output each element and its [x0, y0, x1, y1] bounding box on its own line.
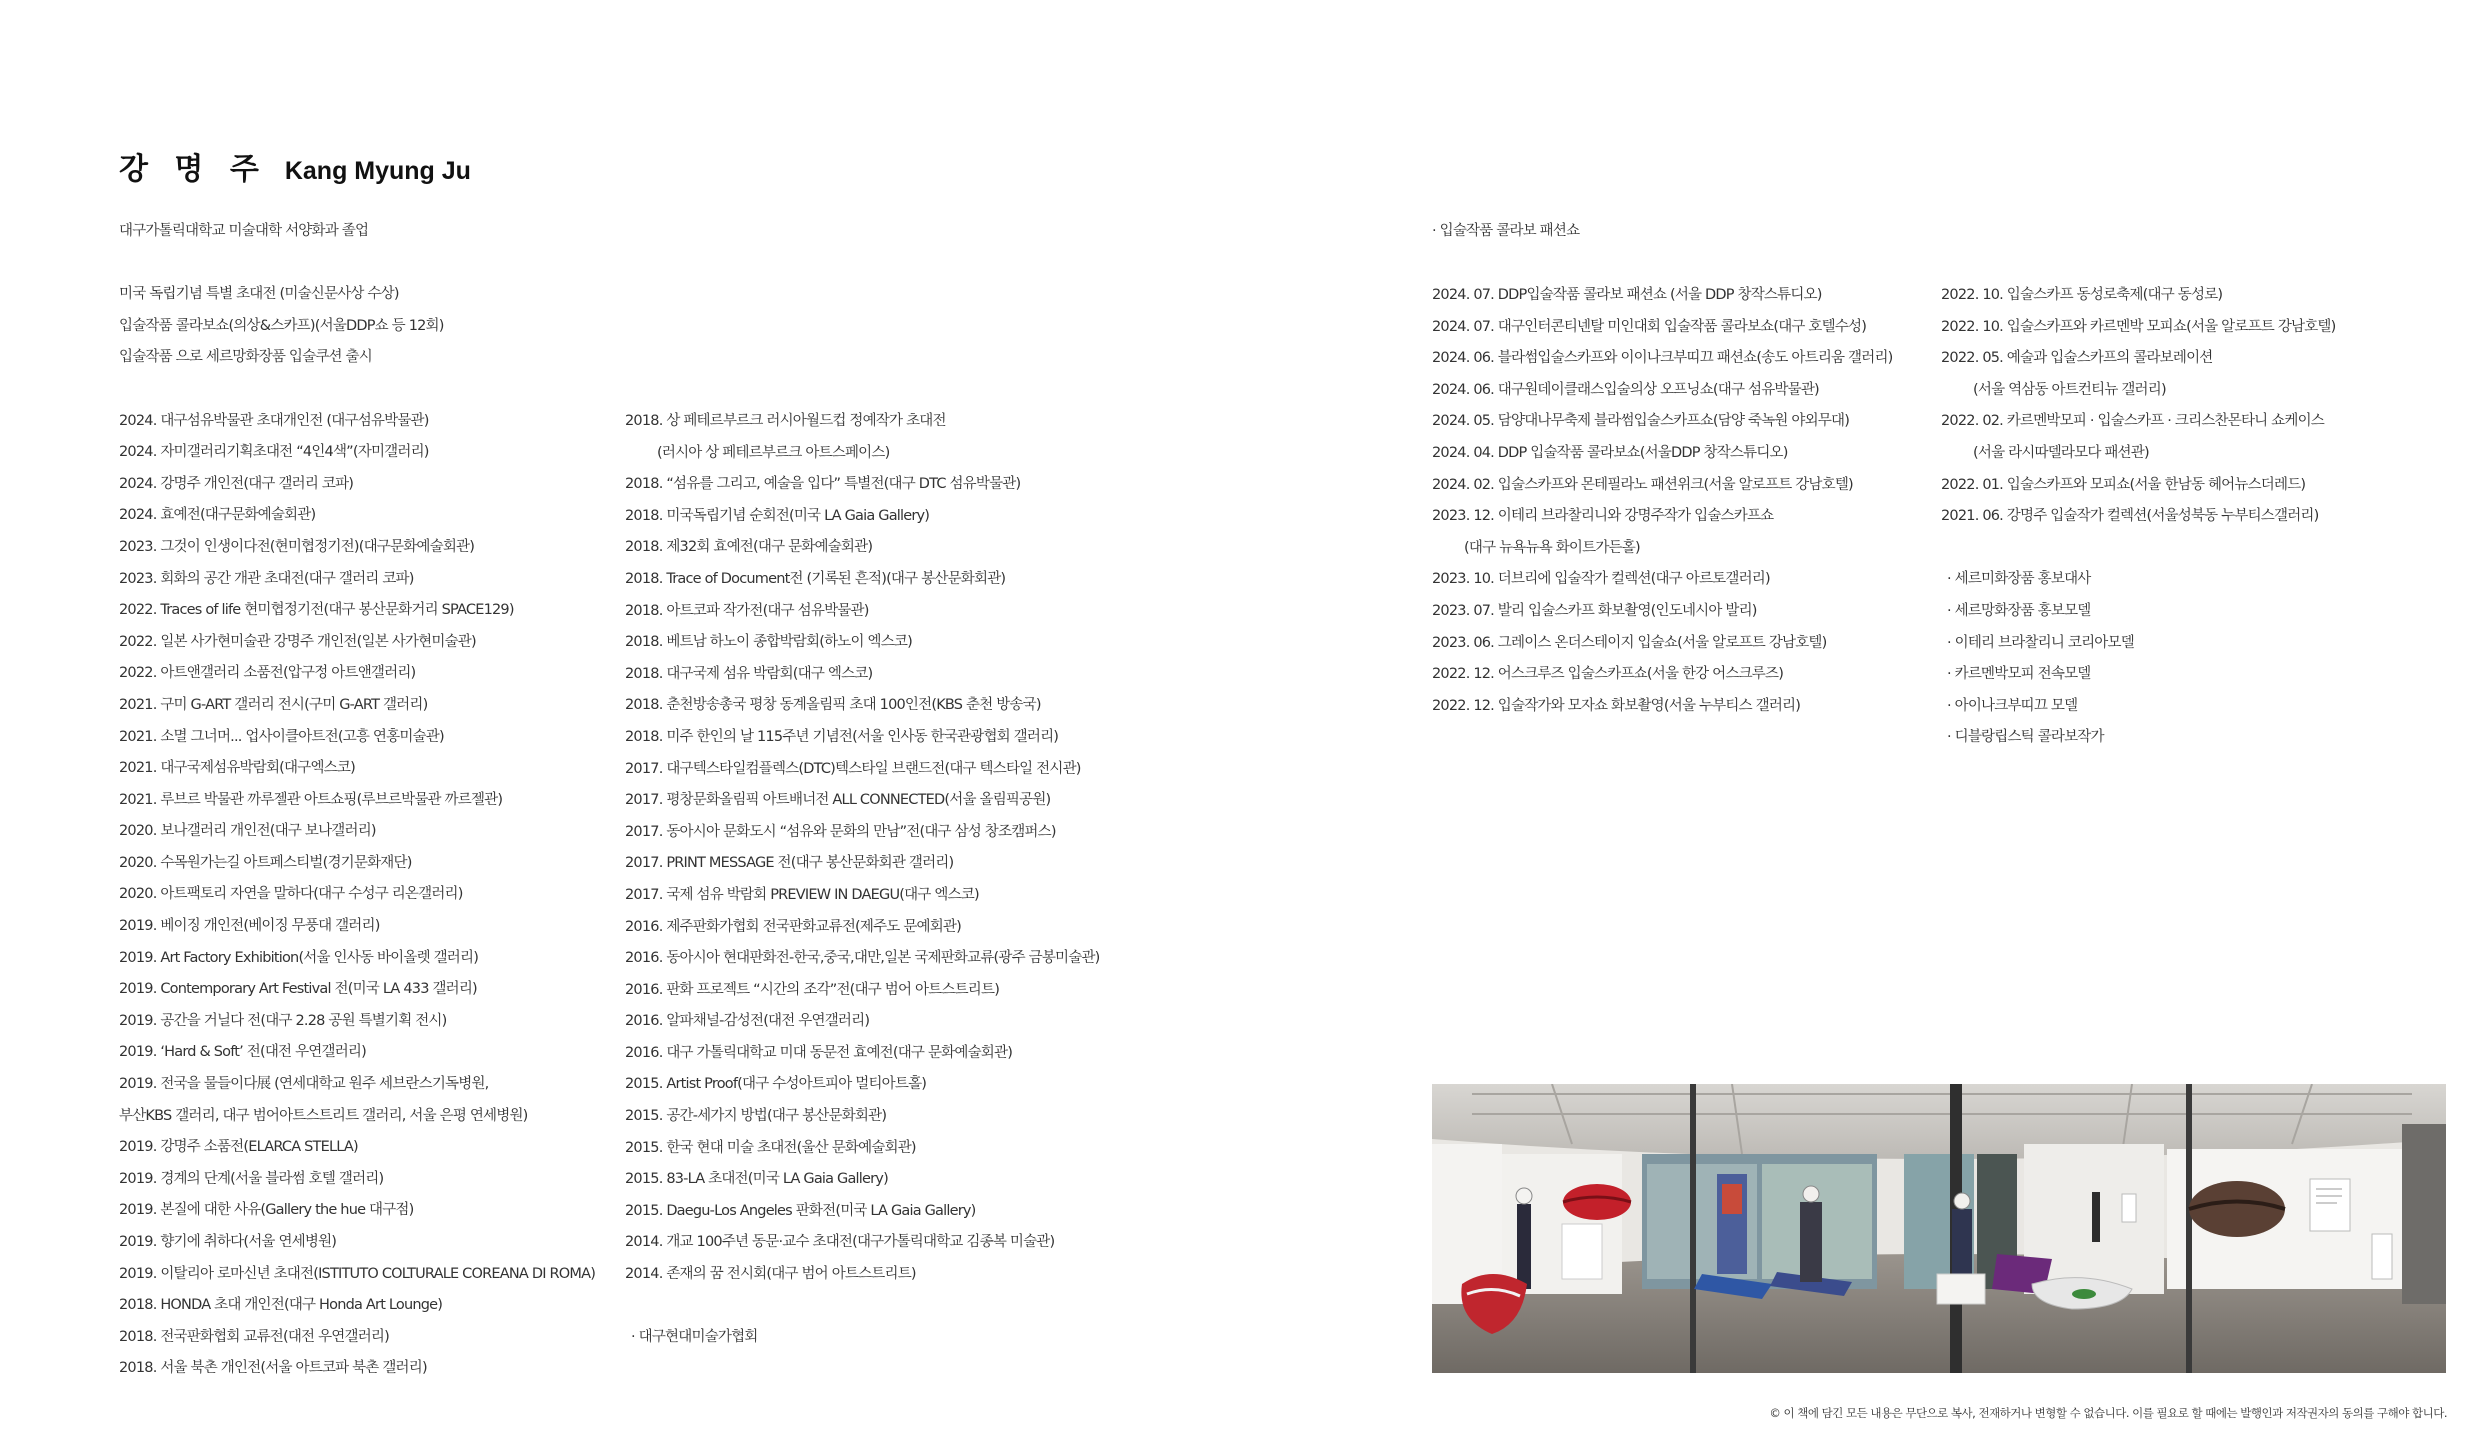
career-item: 2018. 미국독립기념 순회전(미국 LA Gaia Gallery) — [625, 507, 930, 524]
career-item: 2020. 보나갤러리 개인전(대구 보나갤러리) — [119, 823, 376, 840]
career-column-2 — [625, 406, 1100, 1354]
career-item: 2024. 07. DDP입술작품 콜라보 패션쇼 (서울 DDP 창작스튜디오) — [1432, 287, 1822, 303]
career-item: 2015. 공간-세가지 방법(대구 봉산문화회관) — [625, 1108, 887, 1125]
career-item: 2022. 02. 카르멘박모피 · 입술스카프 · 크리스찬몬타니 쇼케이스 — [1941, 413, 2325, 430]
career-column-4 — [1941, 280, 2336, 754]
career-item: 2023. 07. 발리 입술스카프 화보촬영(인도네시아 발리) — [1432, 602, 1757, 619]
artist-name-korean: 강 명 주 — [119, 152, 267, 187]
career-item: 2018. 베트남 하노이 종합박람회(하노이 엑스코) — [625, 634, 912, 651]
career-item: 2022. 아트앤갤러리 소품전(압구정 아트앤갤러리) — [119, 665, 416, 682]
career-item: 2015. Artist Proof(대구 수성아트피아 멀티아트홀) — [625, 1076, 927, 1093]
career-item: 2019. Contemporary Art Festival 전(미국 LA 433 갤러리) — [119, 981, 477, 998]
career-item: 2024. 07. 대구인터콘티넨탈 미인대회 입술작품 콜라보쇼(대구 호텔수성) — [1432, 318, 1867, 335]
career-item: 2018. Trace of Document전 (기록된 흔적)(대구 봉산문화회관) — [625, 570, 1006, 587]
career-item: 2021. 루브르 박물관 까루젤관 아트쇼핑(루브르박물관 까르젤관) — [119, 791, 503, 808]
career-item: 대구가톨릭대학교 미술대학 서양화과 졸업 — [119, 223, 369, 239]
career-column-1 — [119, 216, 595, 1385]
career-item: 2022. Traces of life 현미협정기전(대구 봉산문화거리 SPACE129) — [119, 602, 514, 619]
career-item: 2021. 대구국제섬유박람회(대구엑스코) — [119, 760, 355, 777]
career-item: (서울 라시따델라모다 패션관) — [1973, 444, 2149, 461]
career-item: (대구 뉴욕뉴욕 화이트가든홀) — [1464, 539, 1640, 556]
career-item: 2018. “섬유를 그리고, 예술을 입다” 특별전(대구 DTC 섬유박물관) — [625, 476, 1021, 493]
career-item: 2018. 전국판화협회 교류전(대전 우연갤러리) — [119, 1328, 389, 1345]
membership-item: · 세르망화장품 홍보모델 — [1947, 602, 2091, 619]
copyright-notice: © 이 책에 담긴 모든 내용은 무단으로 복사, 전재하거나 변형할 수 없습니다. 이를 필요로 할 때에는 발행인과 저작권자의 동의를 구해야 합니다. — [1769, 1406, 2447, 1420]
career-column-3 — [1432, 280, 1893, 722]
career-item: 2024. 대구섬유박물관 초대개인전 (대구섬유박물관) — [119, 412, 429, 429]
career-item: 2018. 아트코파 작가전(대구 섬유박물관) — [625, 602, 869, 619]
career-item: 2023. 12. 이테리 브라찰리니와 강명주작가 입술스카프쇼 — [1432, 508, 1774, 525]
career-item: 2022. 일본 사가현미술관 강명주 개인전(일본 사가현미술관) — [119, 633, 476, 650]
career-item: 2023. 회화의 공간 개관 초대전(대구 갤러리 코파) — [119, 570, 414, 587]
career-item: 2019. 향기에 취하다(서울 연세병원) — [119, 1234, 337, 1250]
career-item: 2019. 베이징 개인전(베이징 무풍대 갤러리) — [119, 918, 380, 935]
career-item: 2022. 10. 입술스카프 동성로축제(대구 동성로) — [1941, 287, 2223, 303]
membership-item: · 대구현대미술가협회 — [631, 1329, 758, 1346]
section-heading-lip-collab: · 입술작품 콜라보 패션쇼 — [1432, 223, 1580, 239]
page-title — [119, 144, 471, 188]
career-item: 2018. 서울 북촌 개인전(서울 아트코파 북촌 갤러리) — [119, 1360, 427, 1377]
career-item: 2024. 02. 입술스카프와 몬테필라노 패션위크(서울 알로프트 강남호텔) — [1432, 476, 1853, 493]
career-item: 2017. 국제 섬유 박람회 PREVIEW IN DAEGU(대구 엑스코) — [625, 886, 979, 903]
spacer — [119, 248, 595, 280]
career-item: 2019. ‘Hard & Soft’ 전(대전 우연갤러리) — [119, 1044, 366, 1061]
career-item: 2024. 자미갤러리기획초대전 “4인4색”(자미갤러리) — [119, 444, 429, 461]
career-item: 2018. 미주 한인의 날 115주년 기념전(서울 인사동 한국관광협회 갤러리) — [625, 728, 1059, 745]
career-item: 미국 독립기념 특별 초대전 (미술신문사상 수상) — [119, 286, 399, 303]
career-item: 2018. 제32회 효예전(대구 문화예술회관) — [625, 539, 873, 556]
career-item: 2016. 제주판화가협회 전국판화교류전(제주도 문예회관) — [625, 918, 961, 935]
artist-name-english: Kang Myung Ju — [284, 157, 471, 185]
career-item: 2017. 대구텍스타일컴플렉스(DTC)텍스타일 브랜드전(대구 텍스타일 전시관) — [625, 760, 1081, 777]
spacer — [119, 374, 595, 406]
career-item: 2021. 구미 G-ART 갤러리 전시(구미 G-ART 갤러리) — [119, 696, 428, 713]
career-item: 2019. 경계의 단계(서울 블라썸 호텔 갤러리) — [119, 1170, 384, 1187]
gallery-photo-illustration — [1432, 1084, 2446, 1373]
career-item: 2016. 알파채널-감성전(대전 우연갤러리) — [625, 1013, 870, 1030]
membership-item: · 이테리 브라찰리니 코리아모델 — [1947, 634, 2134, 651]
career-item: 2024. 강명주 개인전(대구 갤러리 코파) — [119, 475, 354, 492]
membership-item: · 세르미화장품 홍보대사 — [1947, 571, 2091, 588]
career-item: 2022. 12. 입술작가와 모자쇼 화보촬영(서울 누부티스 갤러리) — [1432, 697, 1801, 714]
career-item: 2015. 한국 현대 미술 초대전(울산 문화예술회관) — [625, 1139, 916, 1156]
exhibition-panorama-photo — [1432, 1084, 2446, 1373]
career-item: 2022. 05. 예술과 입술스카프의 콜라보레이션 — [1941, 350, 2213, 367]
career-item: 2017. 평창문화올림픽 아트배너전 ALL CONNECTED(서울 올림픽공원) — [625, 792, 1051, 809]
career-item: 2024. 06. 블라썸입술스카프와 이이나크부띠끄 패션쇼(송도 아트리움 갤러리) — [1432, 350, 1893, 367]
membership-item: · 카르멘박모피 전속모델 — [1947, 666, 2091, 683]
career-item: 부산KBS 갤러리, 대구 범어아트스트리트 갤러리, 서울 은평 연세병원) — [119, 1107, 528, 1124]
career-item: 2014. 개교 100주년 동문·교수 초대전(대구가톨릭대학교 김종복 미술관) — [625, 1234, 1055, 1251]
career-item: 2020. 아트팩토리 자연을 말하다(대구 수성구 리온갤러리) — [119, 886, 463, 903]
career-item: 2018. 춘천방송총국 평창 동계올림픽 초대 100인전(KBS 춘천 방송국) — [625, 697, 1041, 714]
career-item: 2024. 05. 담양대나무축제 블라썸입술스카프쇼(담양 죽녹원 야외무대) — [1432, 413, 1850, 430]
career-item: 2022. 12. 어스크루즈 입술스카프쇼(서울 한강 어스크루즈) — [1432, 666, 1784, 683]
career-item: 2014. 존재의 꿈 전시회(대구 범어 아트스트리트) — [625, 1266, 916, 1283]
career-item: 2015. Daegu-Los Angeles 판화전(미국 LA Gaia Gallery) — [625, 1202, 976, 1219]
membership-item: · 아이나크부띠끄 모델 — [1947, 697, 2078, 714]
career-item: 2024. 효예전(대구문화예술회관) — [119, 507, 316, 524]
career-item: 2018. HONDA 초대 개인전(대구 Honda Art Lounge) — [119, 1297, 443, 1314]
career-item: 2020. 수목원가는길 아트페스티벌(경기문화재단) — [119, 854, 412, 871]
career-item: 2019. 전국을 물들이다展 (연세대학교 원주 세브란스기독병원, — [119, 1076, 489, 1093]
career-item: 2019. 강명주 소품전(ELARCA STELLA) — [119, 1139, 358, 1156]
career-item: 2023. 그것이 인생이다전(현미협정기전)(대구문화예술회관) — [119, 538, 475, 555]
career-item: 2023. 06. 그레이스 온더스테이지 입술쇼(서울 알로프트 강남호텔) — [1432, 634, 1827, 651]
career-item: 2019. Art Factory Exhibition(서울 인사동 바이올렛 갤러리) — [119, 949, 479, 966]
career-item: (서울 역삼동 아트컨티뉴 갤러리) — [1973, 381, 2166, 398]
career-item: 입술작품 으로 세르망화장품 입술쿠션 출시 — [119, 349, 372, 366]
career-item: 2015. 83-LA 초대전(미국 LA Gaia Gallery) — [625, 1171, 888, 1188]
career-item: 2023. 10. 더브리에 입술작가 컬렉션(대구 아르토갤러리) — [1432, 571, 1770, 588]
membership-item: · 디블랑립스틱 콜라보작가 — [1947, 729, 2104, 746]
collab-section-header — [1432, 216, 1579, 248]
career-item: 2019. 공간을 거닐다 전(대구 2.28 공원 특별기획 전시) — [119, 1012, 447, 1029]
career-item: 2021. 소멸 그너머... 업사이클아트전(고흥 연홍미술관) — [119, 728, 444, 745]
career-item: 2021. 06. 강명주 입술작가 컬렉션(서울성북동 누부티스갤러리) — [1941, 508, 2319, 525]
career-item: 2017. PRINT MESSAGE 전(대구 봉산문화회관 갤러리) — [625, 855, 954, 872]
spacer — [1941, 533, 2336, 565]
career-item: (러시아 상 페테르부르크 아트스페이스) — [657, 444, 890, 461]
career-item: 2018. 대구국제 섬유 박람회(대구 엑스코) — [625, 665, 873, 682]
career-item: 2024. 04. DDP 입술작품 콜라보쇼(서울DDP 창작스튜디오) — [1432, 444, 1788, 461]
career-item: 2016. 판화 프로젝트 “시간의 조각”전(대구 범어 아트스트리트) — [625, 981, 1000, 998]
career-item: 2016. 대구 가톨릭대학교 미대 동문전 효예전(대구 문화예술회관) — [625, 1044, 1013, 1061]
career-item: 2019. 본질에 대한 사유(Gallery the hue 대구점) — [119, 1202, 414, 1219]
spacer — [625, 1291, 1100, 1323]
career-item: 2018. 상 페테르부르크 러시아월드컵 정예작가 초대전 — [625, 413, 946, 429]
career-item: 2024. 06. 대구원데이클래스입술의상 오프닝쇼(대구 섬유박물관) — [1432, 381, 1819, 398]
career-item: 2019. 이탈리아 로마신년 초대전(ISTITUTO COLTURALE COREANA DI ROMA) — [119, 1265, 596, 1282]
career-item: 입술작품 콜라보쇼(의상&스카프)(서울DDP쇼 등 12회) — [119, 317, 444, 334]
career-item: 2017. 동아시아 문화도시 “섬유와 문화의 만남”전(대구 삼성 창조캠퍼스) — [625, 823, 1056, 840]
career-item: 2022. 10. 입술스카프와 카르멘박 모피쇼(서울 알로프트 강남호텔) — [1941, 318, 2336, 335]
career-item: 2016. 동아시아 현대판화전-한국,중국,대만,일본 국제판화교류(광주 금봉미술관) — [625, 950, 1100, 967]
career-item: 2022. 01. 입술스카프와 모피쇼(서울 한남동 헤어뉴스더레드) — [1941, 476, 2306, 493]
